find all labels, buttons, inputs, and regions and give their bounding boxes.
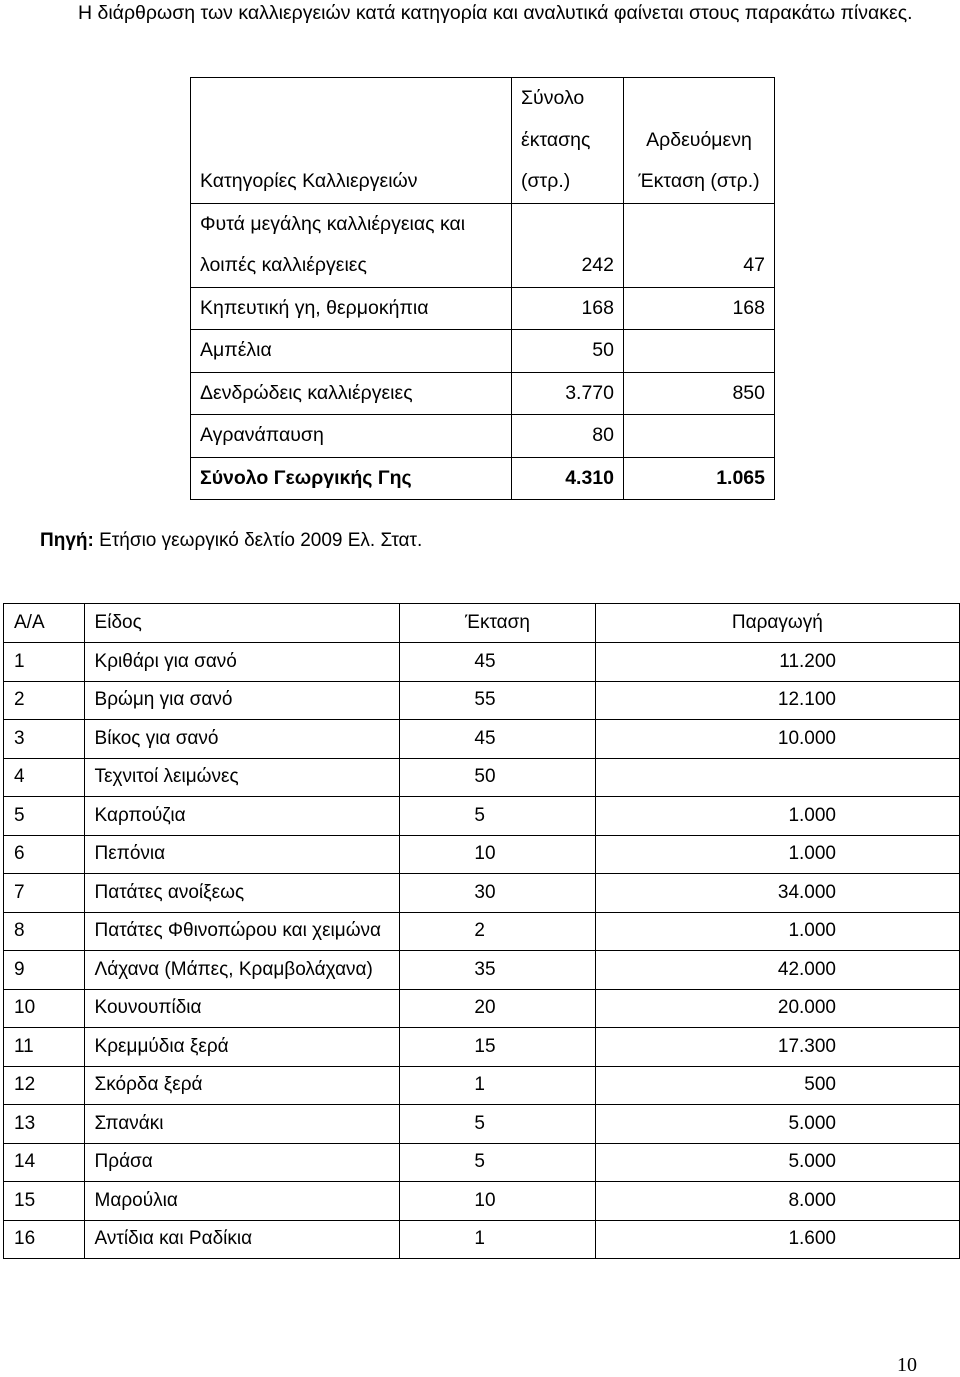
- category-cell: Δενδρώδεις καλλιέργειες: [191, 372, 512, 415]
- production-cell: 1.000: [595, 835, 959, 874]
- area-cell: 35: [400, 951, 595, 990]
- table-row: [4, 1182, 960, 1221]
- source-label: Πηγή:: [40, 530, 94, 551]
- header-total-line1: Σύνολο: [521, 87, 585, 109]
- row-number-cell: 15: [4, 1182, 85, 1221]
- page-number: 10: [897, 1354, 917, 1376]
- area-cell: 2: [400, 912, 595, 951]
- table-row: [4, 681, 960, 720]
- table-row: [4, 1066, 960, 1105]
- crop-type-cell: Πατάτες Φθινοπώρου και χειμώνα: [84, 912, 400, 951]
- total-cell: 168: [512, 287, 624, 330]
- crop-type-cell: Πράσα: [84, 1143, 400, 1182]
- table-row: [4, 1143, 960, 1182]
- row-number-cell: 10: [4, 989, 85, 1028]
- area-cell: 55: [400, 681, 595, 720]
- area-cell: 10: [400, 835, 595, 874]
- crop-type-cell: Τεχνιτοί λειμώνες: [84, 758, 400, 797]
- crop-production-table: [3, 603, 960, 1259]
- row-number-cell: 9: [4, 951, 85, 990]
- category-cell: Κηπευτική γη, θερμοκήπια: [191, 287, 512, 330]
- production-cell: [595, 758, 959, 797]
- total-row: [191, 457, 775, 500]
- category-line2: λοιπές καλλιέργειες: [200, 254, 367, 276]
- total-cell: 80: [512, 415, 624, 458]
- row-number-cell: 8: [4, 912, 85, 951]
- production-cell: 11.200: [595, 643, 959, 682]
- row-number-cell: 1: [4, 643, 85, 682]
- crop-type-cell: Κρεμμύδια ξερά: [84, 1028, 400, 1067]
- production-cell: 42.000: [595, 951, 959, 990]
- total-cell: 3.770: [512, 372, 624, 415]
- crop-type-cell: Πατάτες ανοίξεως: [84, 874, 400, 913]
- table-header-row: [4, 604, 960, 643]
- area-cell: 10: [400, 1182, 595, 1221]
- production-cell: 1.000: [595, 797, 959, 836]
- grand-irrigated: 1.065: [624, 457, 775, 500]
- irrigated-cell: 47: [624, 203, 775, 287]
- crop-type-cell: Σπανάκι: [84, 1105, 400, 1144]
- production-cell: 17.300: [595, 1028, 959, 1067]
- table-row: [4, 758, 960, 797]
- row-number-cell: 14: [4, 1143, 85, 1182]
- crop-type-cell: Κουνουπίδια: [84, 989, 400, 1028]
- production-cell: 5.000: [595, 1143, 959, 1182]
- crop-categories-table: [190, 77, 775, 500]
- area-cell: 45: [400, 643, 595, 682]
- area-cell: 1: [400, 1066, 595, 1105]
- table-row: [4, 835, 960, 874]
- crop-type-cell: Βρώμη για σανό: [84, 681, 400, 720]
- table-row: [4, 797, 960, 836]
- area-cell: 45: [400, 720, 595, 759]
- production-cell: 1.000: [595, 912, 959, 951]
- header-production: Παραγωγή: [595, 604, 959, 643]
- table-row: [4, 951, 960, 990]
- production-cell: 1.600: [595, 1220, 959, 1259]
- row-number-cell: 11: [4, 1028, 85, 1067]
- header-irrigated-line1: Αρδευόμενη: [646, 128, 752, 151]
- crop-type-cell: Αντίδια και Ραδίκια: [84, 1220, 400, 1259]
- row-number-cell: 5: [4, 797, 85, 836]
- table-body: [4, 643, 960, 1259]
- category-line1: Φυτά μεγάλης καλλιέργειας και: [200, 212, 466, 235]
- row-number-cell: 16: [4, 1220, 85, 1259]
- total-label: Σύνολο Γεωργικής Γης: [191, 457, 512, 500]
- area-cell: 5: [400, 1143, 595, 1182]
- row-number-cell: 2: [4, 681, 85, 720]
- intro-paragraph: Η διάρθρωση των καλλιεργειών κατά κατηγορία και αναλυτικά φαίνεται στους παρακάτω πίνακες.: [78, 2, 913, 24]
- total-cell: 50: [512, 330, 624, 373]
- table-row: [191, 415, 775, 458]
- production-cell: 5.000: [595, 1105, 959, 1144]
- table-row: [191, 287, 775, 330]
- header-irrigated-area: [624, 78, 775, 204]
- header-type: Είδος: [84, 604, 400, 643]
- area-cell: 5: [400, 797, 595, 836]
- total-cell: 242: [512, 203, 624, 287]
- area-cell: 15: [400, 1028, 595, 1067]
- irrigated-cell: [624, 330, 775, 373]
- table-row: [4, 874, 960, 913]
- production-cell: 10.000: [595, 720, 959, 759]
- crop-type-cell: Σκόρδα ξερά: [84, 1066, 400, 1105]
- irrigated-cell: 168: [624, 287, 775, 330]
- source-text: Ετήσιο γεωργικό δελτίο 2009 Ελ. Στατ.: [93, 530, 423, 551]
- header-no: Α/Α: [4, 604, 85, 643]
- row-number-cell: 12: [4, 1066, 85, 1105]
- table-row: [4, 989, 960, 1028]
- header-area: Έκταση: [400, 604, 595, 643]
- area-cell: 5: [400, 1105, 595, 1144]
- crop-type-cell: Πεπόνια: [84, 835, 400, 874]
- irrigated-cell: 850: [624, 372, 775, 415]
- row-number-cell: 6: [4, 835, 85, 874]
- area-cell: 50: [400, 758, 595, 797]
- header-irrigated-line2: Έκταση (στρ.): [638, 170, 760, 192]
- area-cell: 20: [400, 989, 595, 1028]
- area-cell: 1: [400, 1220, 595, 1259]
- production-cell: 20.000: [595, 989, 959, 1028]
- table-row: [4, 643, 960, 682]
- table-row: [191, 203, 775, 287]
- table-row: [4, 1028, 960, 1067]
- crop-type-cell: Καρπούζια: [84, 797, 400, 836]
- header-total-area: [512, 78, 624, 204]
- area-cell: 30: [400, 874, 595, 913]
- row-number-cell: 4: [4, 758, 85, 797]
- irrigated-cell: [624, 415, 775, 458]
- production-cell: 34.000: [595, 874, 959, 913]
- table-header-row: [191, 78, 775, 204]
- table-row: [191, 372, 775, 415]
- table-row: [4, 1220, 960, 1259]
- category-cell: Αγρανάπαυση: [191, 415, 512, 458]
- crop-type-cell: Λάχανα (Μάπες, Κραμβολάχανα): [84, 951, 400, 990]
- production-cell: 8.000: [595, 1182, 959, 1221]
- source-note: [40, 524, 422, 558]
- crop-type-cell: Βίκος για σανό: [84, 720, 400, 759]
- row-number-cell: 3: [4, 720, 85, 759]
- header-category: Κατηγορίες Καλλιεργειών: [191, 78, 512, 204]
- production-cell: 500: [595, 1066, 959, 1105]
- table-row: [4, 720, 960, 759]
- row-number-cell: 7: [4, 874, 85, 913]
- production-cell: 12.100: [595, 681, 959, 720]
- crop-type-cell: Μαρούλια: [84, 1182, 400, 1221]
- table-row: [4, 1105, 960, 1144]
- header-total-line2: έκτασης: [521, 128, 591, 151]
- table-row: [191, 330, 775, 373]
- header-total-line3: (στρ.): [521, 170, 571, 192]
- crop-type-cell: Κριθάρι για σανό: [84, 643, 400, 682]
- category-cell: Αμπέλια: [191, 330, 512, 373]
- table-row: [4, 912, 960, 951]
- grand-total: 4.310: [512, 457, 624, 500]
- row-number-cell: 13: [4, 1105, 85, 1144]
- category-cell: [191, 203, 512, 287]
